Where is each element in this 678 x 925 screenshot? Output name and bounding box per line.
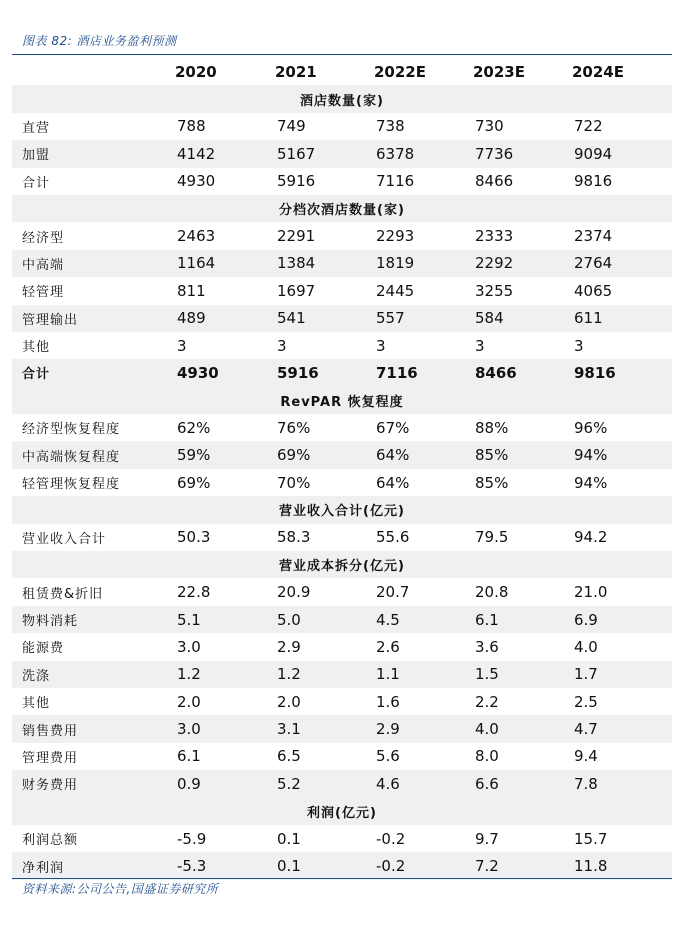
value-cell: 7.8 <box>572 770 672 797</box>
value-cell: 55.6 <box>376 528 410 547</box>
value-cell: 3 <box>574 336 584 355</box>
value-cell: 9.4 <box>574 747 598 766</box>
header-cell: 2024E <box>572 62 624 81</box>
value-cell: 611 <box>572 305 672 332</box>
value-cell: 4.0 <box>574 637 598 656</box>
section-header-row <box>12 85 672 112</box>
header-cell: 2020 <box>175 62 217 81</box>
value-cell: 2291 <box>277 227 316 246</box>
row-label: 销售费用 <box>12 715 175 742</box>
table-row <box>12 661 672 688</box>
value-cell: 1164 <box>175 250 275 277</box>
row-label: 中高端恢复程度 <box>12 441 175 468</box>
value-cell: 0.9 <box>175 770 275 797</box>
value-cell: 738 <box>376 117 405 136</box>
table-row <box>12 578 672 605</box>
value-cell: 4.5 <box>374 606 473 633</box>
value-cell: 8466 <box>473 359 572 386</box>
value-cell: 15.7 <box>574 829 608 848</box>
value-cell: 1.2 <box>175 661 275 688</box>
top-rule <box>12 54 672 55</box>
value-cell: 94.2 <box>574 528 608 547</box>
figure-caption: 图表 82: 酒店业务盈利预测 <box>22 34 177 48</box>
table-row <box>12 332 672 359</box>
value-cell: 1.5 <box>473 661 572 688</box>
section-title: 分档次酒店数量(家) <box>12 195 672 222</box>
row-label: 合计 <box>12 359 175 386</box>
section-title: 营业成本拆分(亿元) <box>12 551 672 578</box>
value-cell: 4.7 <box>572 715 672 742</box>
value-cell: 2374 <box>574 227 613 246</box>
value-cell: 2293 <box>376 227 415 246</box>
value-cell: 1.7 <box>572 661 672 688</box>
value-cell: 4930 <box>177 172 216 191</box>
value-cell: 2.9 <box>374 715 473 742</box>
value-cell: 6.1 <box>473 606 572 633</box>
row-label: 中高端 <box>12 250 175 277</box>
section-header-row <box>12 798 672 825</box>
value-cell: 9094 <box>572 140 672 167</box>
value-cell: 489 <box>175 305 275 332</box>
value-cell: 94% <box>574 473 608 492</box>
value-cell: 79.5 <box>475 528 509 547</box>
value-cell: 2292 <box>473 250 572 277</box>
value-cell: 2764 <box>572 250 672 277</box>
row-label: 加盟 <box>12 140 175 167</box>
value-cell: -0.2 <box>374 852 473 879</box>
value-cell: 1384 <box>275 250 374 277</box>
value-cell: 4930 <box>175 359 275 386</box>
value-cell: 2463 <box>177 227 216 246</box>
value-cell: 541 <box>275 305 374 332</box>
value-cell: 69% <box>177 473 211 492</box>
value-cell: 9816 <box>572 359 672 386</box>
table-row <box>12 852 672 879</box>
row-label: 轻管理 <box>22 285 65 301</box>
value-cell: 2333 <box>475 227 514 246</box>
value-cell: 4.0 <box>473 715 572 742</box>
row-label: 利润总额 <box>22 833 79 849</box>
value-cell: 788 <box>177 117 206 136</box>
value-cell: 1697 <box>277 281 316 300</box>
value-cell: 96% <box>574 418 608 437</box>
table-row <box>12 743 672 770</box>
value-cell: 1.6 <box>376 692 400 711</box>
value-cell: 5.1 <box>175 606 275 633</box>
value-cell: 2.0 <box>177 692 201 711</box>
row-label: 管理费用 <box>22 750 79 766</box>
value-cell: 3.6 <box>475 637 499 656</box>
value-cell: 22.8 <box>177 583 211 602</box>
table-row <box>12 715 672 742</box>
value-cell: 2.0 <box>277 692 301 711</box>
section-title: 利润(亿元) <box>12 798 672 825</box>
header-cell: 2022E <box>374 62 426 81</box>
section-title: 酒店数量(家) <box>12 85 672 112</box>
row-label: 经济型恢复程度 <box>22 422 121 438</box>
value-cell: 21.0 <box>574 583 608 602</box>
value-cell: 811 <box>177 281 206 300</box>
value-cell: 64% <box>376 473 410 492</box>
value-cell: 5916 <box>277 172 316 191</box>
header-cell: 2023E <box>473 62 525 81</box>
value-cell: 94% <box>572 441 672 468</box>
value-cell: 64% <box>374 441 473 468</box>
value-cell: 557 <box>374 305 473 332</box>
row-label: 物料消耗 <box>12 606 175 633</box>
value-cell: 1.1 <box>374 661 473 688</box>
value-cell: 2445 <box>376 281 415 300</box>
value-cell: 0.1 <box>277 829 301 848</box>
section-title: RevPAR 恢复程度 <box>12 387 672 414</box>
value-cell: 6.1 <box>177 747 201 766</box>
section-header-row <box>12 195 672 222</box>
value-cell: 7116 <box>374 359 473 386</box>
table-row <box>12 524 672 551</box>
table-row <box>12 825 672 852</box>
value-cell: 58.3 <box>277 528 311 547</box>
value-cell: 20.7 <box>376 583 410 602</box>
table-row <box>12 414 672 441</box>
value-cell: -5.9 <box>177 829 207 848</box>
value-cell: 4.6 <box>374 770 473 797</box>
value-cell: 50.3 <box>177 528 211 547</box>
value-cell: 0.1 <box>275 852 374 879</box>
source-note: 资料来源:公司公告,国盛证券研究所 <box>22 882 219 896</box>
header-cell <box>12 58 175 85</box>
value-cell: 3.1 <box>275 715 374 742</box>
table-row <box>12 305 672 332</box>
value-cell: 584 <box>473 305 572 332</box>
bottom-rule <box>12 878 672 879</box>
row-label: 轻管理恢复程度 <box>22 477 121 493</box>
value-cell: 7116 <box>376 172 415 191</box>
row-label: 能源费 <box>22 641 65 657</box>
row-label: 租赁费&折旧 <box>22 586 104 602</box>
row-label: 净利润 <box>12 852 175 879</box>
row-label: 营业收入合计 <box>22 531 107 547</box>
value-cell: 2.5 <box>574 692 598 711</box>
value-cell: 3 <box>376 336 386 355</box>
value-cell: 5.6 <box>376 747 400 766</box>
value-cell: 3255 <box>475 281 514 300</box>
row-label: 洗涤 <box>12 661 175 688</box>
value-cell: 5916 <box>275 359 374 386</box>
row-label: 经济型 <box>22 230 65 246</box>
value-cell: 67% <box>376 418 410 437</box>
row-label: 管理输出 <box>12 305 175 332</box>
value-cell: 5167 <box>275 140 374 167</box>
value-cell: 3.0 <box>175 715 275 742</box>
value-cell: 6.6 <box>473 770 572 797</box>
table-row <box>12 140 672 167</box>
value-cell: 88% <box>475 418 509 437</box>
value-cell: 1819 <box>374 250 473 277</box>
value-cell: 9.7 <box>475 829 499 848</box>
value-cell: 4142 <box>175 140 275 167</box>
row-label: 直营 <box>22 120 51 136</box>
value-cell: 722 <box>574 117 603 136</box>
value-cell: -0.2 <box>376 829 406 848</box>
value-cell: 5.0 <box>275 606 374 633</box>
value-cell: 6378 <box>374 140 473 167</box>
table-header-row <box>12 58 672 85</box>
value-cell: 76% <box>277 418 311 437</box>
value-cell: 69% <box>275 441 374 468</box>
value-cell: 85% <box>475 473 509 492</box>
table-row <box>12 222 672 249</box>
table-row <box>12 250 672 277</box>
table-row <box>12 113 672 140</box>
value-cell: 59% <box>175 441 275 468</box>
value-cell: 2.9 <box>277 637 301 656</box>
value-cell: 5.2 <box>275 770 374 797</box>
forecast-table <box>12 58 672 880</box>
value-cell: 2.6 <box>376 637 400 656</box>
table-row <box>12 688 672 715</box>
header-cell: 2021 <box>275 62 317 81</box>
value-cell: 8.0 <box>475 747 499 766</box>
value-cell: 7736 <box>473 140 572 167</box>
table-row <box>12 770 672 797</box>
value-cell: 730 <box>475 117 504 136</box>
value-cell: -5.3 <box>175 852 275 879</box>
value-cell: 749 <box>277 117 306 136</box>
value-cell: 4065 <box>574 281 613 300</box>
value-cell: 3 <box>277 336 287 355</box>
value-cell: 7.2 <box>473 852 572 879</box>
value-cell: 62% <box>177 418 211 437</box>
value-cell: 20.8 <box>475 583 509 602</box>
section-header-row <box>12 387 672 414</box>
row-label: 其他 <box>22 340 51 356</box>
table-row <box>12 469 672 496</box>
value-cell: 11.8 <box>572 852 672 879</box>
value-cell: 70% <box>277 473 311 492</box>
value-cell: 6.9 <box>572 606 672 633</box>
value-cell: 3 <box>177 336 187 355</box>
row-label: 合计 <box>22 175 51 191</box>
value-cell: 8466 <box>475 172 514 191</box>
value-cell: 20.9 <box>277 583 311 602</box>
table-row <box>12 168 672 195</box>
section-title: 营业收入合计(亿元) <box>12 496 672 523</box>
row-label: 其他 <box>22 696 51 712</box>
table-row <box>12 277 672 304</box>
value-cell: 2.2 <box>475 692 499 711</box>
row-label: 财务费用 <box>12 770 175 797</box>
value-cell: 1.2 <box>275 661 374 688</box>
value-cell: 3 <box>475 336 485 355</box>
value-cell: 9816 <box>574 172 613 191</box>
table-row <box>12 606 672 633</box>
section-header-row <box>12 496 672 523</box>
value-cell: 6.5 <box>277 747 301 766</box>
table-row <box>12 359 672 386</box>
table-row <box>12 633 672 660</box>
table-row <box>12 441 672 468</box>
section-header-row <box>12 551 672 578</box>
value-cell: 3.0 <box>177 637 201 656</box>
value-cell: 85% <box>473 441 572 468</box>
